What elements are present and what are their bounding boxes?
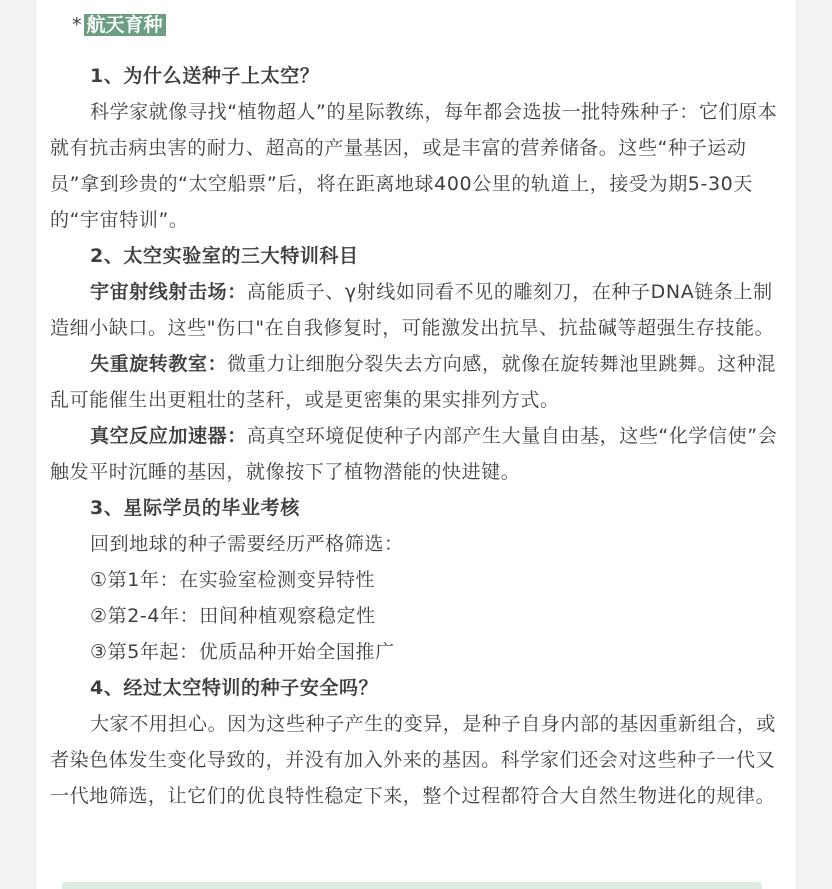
training-item [50,346,782,418]
question-3-intro: 回到地球的种子需要经历严格筛选： [90,533,404,555]
section-tag-label: 航天育种 [84,14,166,36]
training-item-title: 宇宙射线射击场： [90,281,247,303]
article-content [50,58,782,814]
asterisk-marker: * [72,14,82,36]
training-item [50,418,782,490]
article-page [36,0,796,889]
training-item-text: 高能质子、γ射线如同看不见的雕刻刀，在种子DNA链条上制造细小缺口。这些"伤口"在自我修复时，可能激发出抗旱、抗盐碱等超强生存技能。 [50,281,775,339]
training-item-title: 真空反应加速器： [90,425,247,447]
question-4-body: 大家不用担心。因为这些种子产生的变异，是种子自身内部的基因重新组合，或者染色体发生变化导致的，并没有加入外来的基因。科学家们还会对这些种子一代又一代地筛选，让它们的优良特性稳定下来，整个过程都符合大自然生物进化的规律。 [50,713,777,807]
screening-step: ①第1年：在实验室检测变异特性 [90,569,376,591]
next-block-edge [62,882,762,889]
training-item-title: 失重旋转教室： [90,353,228,375]
screening-step: ②第2-4年：田间种植观察稳定性 [90,605,376,627]
question-1-heading: 1、为什么送种子上太空？ [90,65,320,87]
training-item-text: 微重力让细胞分裂失去方向感，就像在旋转舞池里跳舞。这种混乱可能催生出更粗壮的茎秆，或是更密集的果实排列方式。 [50,353,777,411]
question-2-heading: 2、太空实验室的三大特训科目 [90,245,359,267]
screening-step: ③第5年起：优质品种开始全国推广 [90,641,395,663]
question-1-body: 科学家就像寻找“植物超人”的星际教练，每年都会选拔一批特殊种子：它们原本就有抗击病虫害的耐力、超高的产量基因，或是丰富的营养储备。这些“种子运动员”拿到珍贵的“太空船票”后，将在距离地球400公里的轨道上，接受为期5-30天的“宇宙特训”。 [50,101,778,231]
training-item [50,274,782,346]
section-header [72,12,166,38]
question-3-heading: 3、星际学员的毕业考核 [90,497,300,519]
question-4-heading: 4、经过太空特训的种子安全吗？ [90,677,379,699]
training-item-text: 高真空环境促使种子内部产生大量自由基，这些“化学信使”会触发平时沉睡的基因，就像按下了植物潜能的快进键。 [50,425,778,483]
